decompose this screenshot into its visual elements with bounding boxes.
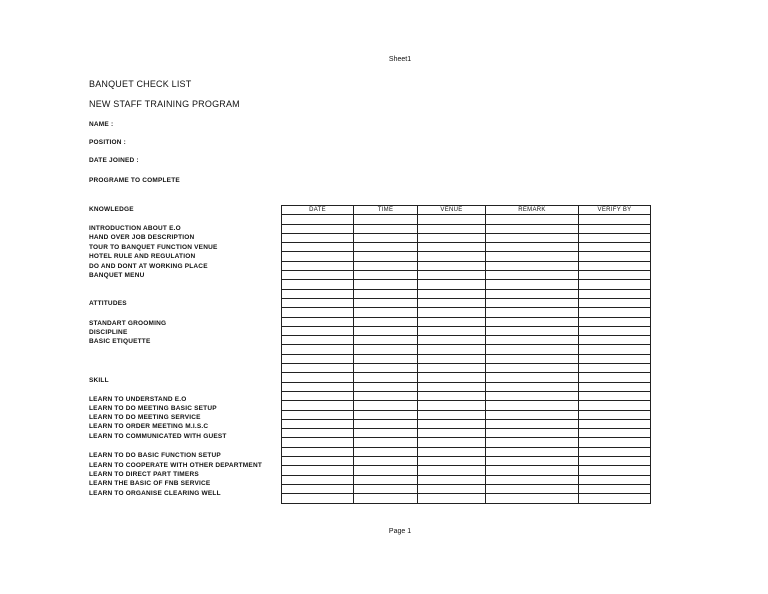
table-cell[interactable] xyxy=(418,317,486,326)
table-row xyxy=(282,233,651,242)
list-item: TOUR TO BANQUET FUNCTION VENUE xyxy=(89,244,218,251)
table-cell[interactable] xyxy=(282,438,354,447)
table-cell[interactable] xyxy=(486,326,579,335)
checklist-table-body xyxy=(282,215,651,503)
column-header-time: TIME xyxy=(354,206,418,215)
table-cell[interactable] xyxy=(354,233,418,242)
list-item: HOTEL RULE AND REGULATION xyxy=(89,253,196,260)
table-cell[interactable] xyxy=(418,308,486,317)
table-row xyxy=(282,484,651,493)
table-cell[interactable] xyxy=(354,243,418,252)
table-cell[interactable] xyxy=(282,364,354,373)
table-cell[interactable] xyxy=(579,354,651,363)
table-cell[interactable] xyxy=(486,354,579,363)
table-cell[interactable] xyxy=(418,261,486,270)
table-row xyxy=(282,243,651,252)
table-cell[interactable] xyxy=(282,326,354,335)
table-row xyxy=(282,494,651,503)
table-cell[interactable] xyxy=(282,466,354,475)
list-item: INTRODUCTION ABOUT E.O xyxy=(89,225,181,232)
table-cell[interactable] xyxy=(282,382,354,391)
table-cell[interactable] xyxy=(354,336,418,345)
table-row xyxy=(282,252,651,261)
table-cell[interactable] xyxy=(486,391,579,400)
list-item: BANQUET MENU xyxy=(89,272,145,279)
table-cell[interactable] xyxy=(354,345,418,354)
section-heading-attitudes: ATTITUDES xyxy=(89,300,127,307)
table-cell[interactable] xyxy=(579,438,651,447)
table-cell[interactable] xyxy=(486,457,579,466)
table-cell[interactable] xyxy=(418,410,486,419)
list-item: LEARN TO DIRECT PART TIMERS xyxy=(89,471,199,478)
table-cell[interactable] xyxy=(354,289,418,298)
programe-label: PROGRAME TO COMPLETE xyxy=(89,177,180,184)
table-cell[interactable] xyxy=(579,298,651,307)
table-cell[interactable] xyxy=(282,252,354,261)
table-cell[interactable] xyxy=(579,447,651,456)
table-row xyxy=(282,215,651,224)
table-cell[interactable] xyxy=(282,280,354,289)
table-cell[interactable] xyxy=(418,429,486,438)
table-cell[interactable] xyxy=(282,410,354,419)
section-heading-knowledge: KNOWLEDGE xyxy=(89,206,134,213)
table-cell[interactable] xyxy=(354,280,418,289)
table-cell[interactable] xyxy=(418,271,486,280)
column-header-remark: REMARK xyxy=(486,206,579,215)
table-cell[interactable] xyxy=(282,429,354,438)
table-cell[interactable] xyxy=(486,484,579,493)
table-row xyxy=(282,271,651,280)
table-row xyxy=(282,345,651,354)
table-cell[interactable] xyxy=(579,373,651,382)
list-item: BASIC ETIQUETTE xyxy=(89,338,151,345)
list-item: LEARN TO ORDER MEETING M.I.S.C xyxy=(89,423,209,430)
name-field-label: NAME : xyxy=(89,121,114,128)
table-cell[interactable] xyxy=(418,438,486,447)
table-row xyxy=(282,475,651,484)
table-row xyxy=(282,261,651,270)
table-cell[interactable] xyxy=(486,466,579,475)
table-cell[interactable] xyxy=(486,289,579,298)
page-subtitle: NEW STAFF TRAINING PROGRAM xyxy=(89,99,240,109)
table-cell[interactable] xyxy=(282,475,354,484)
table-cell[interactable] xyxy=(282,243,354,252)
table-cell[interactable] xyxy=(354,354,418,363)
table-cell[interactable] xyxy=(486,447,579,456)
table-cell[interactable] xyxy=(486,215,579,224)
table-cell[interactable] xyxy=(282,261,354,270)
table-cell[interactable] xyxy=(486,280,579,289)
table-cell[interactable] xyxy=(579,484,651,493)
table-cell[interactable] xyxy=(486,308,579,317)
table-cell[interactable] xyxy=(282,457,354,466)
column-header-venue: VENUE xyxy=(418,206,486,215)
table-cell[interactable] xyxy=(282,317,354,326)
section-heading-skill: SKILL xyxy=(89,377,109,384)
table-row xyxy=(282,289,651,298)
table-cell[interactable] xyxy=(579,494,651,503)
table-cell[interactable] xyxy=(579,336,651,345)
table-cell[interactable] xyxy=(418,391,486,400)
column-header-verify-by: VERIFY BY xyxy=(579,206,651,215)
list-item: LEARN TO COMMUNICATED WITH GUEST xyxy=(89,433,227,440)
table-cell[interactable] xyxy=(282,298,354,307)
table-row xyxy=(282,419,651,428)
table-row xyxy=(282,317,651,326)
table-row xyxy=(282,466,651,475)
column-header-date: DATE xyxy=(282,206,354,215)
table-cell[interactable] xyxy=(418,475,486,484)
table-cell[interactable] xyxy=(486,364,579,373)
table-cell[interactable] xyxy=(418,382,486,391)
table-cell[interactable] xyxy=(418,457,486,466)
table-cell[interactable] xyxy=(579,233,651,242)
table-cell[interactable] xyxy=(486,382,579,391)
table-cell[interactable] xyxy=(354,410,418,419)
list-item: LEARN THE BASIC OF FNB SERVICE xyxy=(89,480,211,487)
table-cell[interactable] xyxy=(282,401,354,410)
table-cell[interactable] xyxy=(486,429,579,438)
table-cell[interactable] xyxy=(486,243,579,252)
table-cell[interactable] xyxy=(282,308,354,317)
table-cell[interactable] xyxy=(418,233,486,242)
table-row xyxy=(282,391,651,400)
table-cell[interactable] xyxy=(354,391,418,400)
list-item: LEARN TO DO MEETING BASIC SETUP xyxy=(89,405,217,412)
table-cell[interactable] xyxy=(282,215,354,224)
table-cell[interactable] xyxy=(579,271,651,280)
table-cell[interactable] xyxy=(579,475,651,484)
list-item: HAND OVER JOB DESCRIPTION xyxy=(89,234,195,241)
table-row xyxy=(282,308,651,317)
table-cell[interactable] xyxy=(486,336,579,345)
table-cell[interactable] xyxy=(418,280,486,289)
table-cell[interactable] xyxy=(486,419,579,428)
table-cell[interactable] xyxy=(579,382,651,391)
table-cell[interactable] xyxy=(418,336,486,345)
table-cell[interactable] xyxy=(282,345,354,354)
table-row xyxy=(282,429,651,438)
position-field-label: POSITION : xyxy=(89,139,127,146)
table-cell[interactable] xyxy=(486,298,579,307)
list-item: LEARN TO DO MEETING SERVICE xyxy=(89,414,201,421)
table-cell[interactable] xyxy=(354,401,418,410)
table-cell[interactable] xyxy=(486,494,579,503)
table-row xyxy=(282,280,651,289)
page-footer: Page 1 xyxy=(388,528,412,535)
table-cell[interactable] xyxy=(418,447,486,456)
table-cell[interactable] xyxy=(418,354,486,363)
table-row xyxy=(282,224,651,233)
table-cell[interactable] xyxy=(354,457,418,466)
table-cell[interactable] xyxy=(282,447,354,456)
table-cell[interactable] xyxy=(418,401,486,410)
table-cell[interactable] xyxy=(486,233,579,242)
table-cell[interactable] xyxy=(579,289,651,298)
table-cell[interactable] xyxy=(486,261,579,270)
table-cell[interactable] xyxy=(354,308,418,317)
table-cell[interactable] xyxy=(486,475,579,484)
table-cell[interactable] xyxy=(486,438,579,447)
table-cell[interactable] xyxy=(579,345,651,354)
table-cell[interactable] xyxy=(418,243,486,252)
table-cell[interactable] xyxy=(282,391,354,400)
table-cell[interactable] xyxy=(486,410,579,419)
table-cell[interactable] xyxy=(418,289,486,298)
table-row xyxy=(282,382,651,391)
table-cell[interactable] xyxy=(579,326,651,335)
table-row xyxy=(282,401,651,410)
table-cell[interactable] xyxy=(486,271,579,280)
list-item: DISCIPLINE xyxy=(89,329,128,336)
table-cell[interactable] xyxy=(579,401,651,410)
table-cell[interactable] xyxy=(579,280,651,289)
table-cell[interactable] xyxy=(486,224,579,233)
table-cell[interactable] xyxy=(579,419,651,428)
table-cell[interactable] xyxy=(282,233,354,242)
list-item: STANDART GROOMING xyxy=(89,320,167,327)
table-cell[interactable] xyxy=(418,373,486,382)
table-cell[interactable] xyxy=(579,215,651,224)
list-item: LEARN TO ORGANISE CLEARING WELL xyxy=(89,490,221,497)
table-row xyxy=(282,410,651,419)
table-cell[interactable] xyxy=(418,419,486,428)
table-cell[interactable] xyxy=(354,298,418,307)
table-cell[interactable] xyxy=(354,326,418,335)
page-title: BANQUET CHECK LIST xyxy=(89,79,192,89)
table-cell[interactable] xyxy=(418,215,486,224)
table-cell[interactable] xyxy=(354,224,418,233)
table-cell[interactable] xyxy=(354,466,418,475)
sheet-name: Sheet1 xyxy=(388,56,412,63)
table-cell[interactable] xyxy=(418,484,486,493)
table-cell[interactable] xyxy=(282,484,354,493)
list-item: LEARN TO COOPERATE WITH OTHER DEPARTMENT xyxy=(89,462,263,469)
list-item: DO AND DONT AT WORKING PLACE xyxy=(89,263,208,270)
table-row xyxy=(282,438,651,447)
table-cell[interactable] xyxy=(579,364,651,373)
table-row xyxy=(282,336,651,345)
table-cell[interactable] xyxy=(418,494,486,503)
table-cell[interactable] xyxy=(354,438,418,447)
table-cell[interactable] xyxy=(579,252,651,261)
table-cell[interactable] xyxy=(418,252,486,261)
table-cell[interactable] xyxy=(354,419,418,428)
table-cell[interactable] xyxy=(579,429,651,438)
table-cell[interactable] xyxy=(579,308,651,317)
table-cell[interactable] xyxy=(418,298,486,307)
table-cell[interactable] xyxy=(282,224,354,233)
table-row xyxy=(282,457,651,466)
table-row xyxy=(282,326,651,335)
table-cell[interactable] xyxy=(282,336,354,345)
table-cell[interactable] xyxy=(579,410,651,419)
table-cell[interactable] xyxy=(486,317,579,326)
table-cell[interactable] xyxy=(282,373,354,382)
table-cell[interactable] xyxy=(418,364,486,373)
table-cell[interactable] xyxy=(282,494,354,503)
table-cell[interactable] xyxy=(418,466,486,475)
list-item: LEARN TO DO BASIC FUNCTION SETUP xyxy=(89,452,221,459)
table-cell[interactable] xyxy=(579,224,651,233)
table-cell[interactable] xyxy=(579,466,651,475)
table-row xyxy=(282,354,651,363)
table-cell[interactable] xyxy=(579,391,651,400)
table-row xyxy=(282,373,651,382)
table-cell[interactable] xyxy=(486,373,579,382)
table-cell[interactable] xyxy=(418,224,486,233)
table-row xyxy=(282,364,651,373)
table-cell[interactable] xyxy=(354,373,418,382)
table-cell[interactable] xyxy=(579,457,651,466)
table-cell[interactable] xyxy=(579,243,651,252)
table-cell[interactable] xyxy=(282,271,354,280)
table-header-row xyxy=(282,206,651,215)
table-cell[interactable] xyxy=(354,382,418,391)
table-cell[interactable] xyxy=(418,345,486,354)
table-cell[interactable] xyxy=(579,261,651,270)
table-cell[interactable] xyxy=(354,494,418,503)
table-cell[interactable] xyxy=(354,261,418,270)
table-cell[interactable] xyxy=(354,475,418,484)
table-row xyxy=(282,298,651,307)
checklist-table xyxy=(281,205,651,504)
table-cell[interactable] xyxy=(486,252,579,261)
date-joined-field-label: DATE JOINED : xyxy=(89,157,139,164)
list-item: LEARN TO UNDERSTAND E.O xyxy=(89,396,187,403)
table-cell[interactable] xyxy=(354,447,418,456)
table-cell[interactable] xyxy=(282,289,354,298)
table-cell[interactable] xyxy=(579,317,651,326)
table-row xyxy=(282,447,651,456)
table-cell[interactable] xyxy=(418,326,486,335)
table-cell[interactable] xyxy=(354,429,418,438)
table-cell[interactable] xyxy=(282,354,354,363)
table-cell[interactable] xyxy=(486,345,579,354)
table-cell[interactable] xyxy=(354,317,418,326)
table-cell[interactable] xyxy=(486,401,579,410)
table-cell[interactable] xyxy=(354,271,418,280)
table-cell[interactable] xyxy=(354,484,418,493)
table-cell[interactable] xyxy=(354,364,418,373)
table-cell[interactable] xyxy=(282,419,354,428)
table-cell[interactable] xyxy=(354,215,418,224)
table-cell[interactable] xyxy=(354,252,418,261)
